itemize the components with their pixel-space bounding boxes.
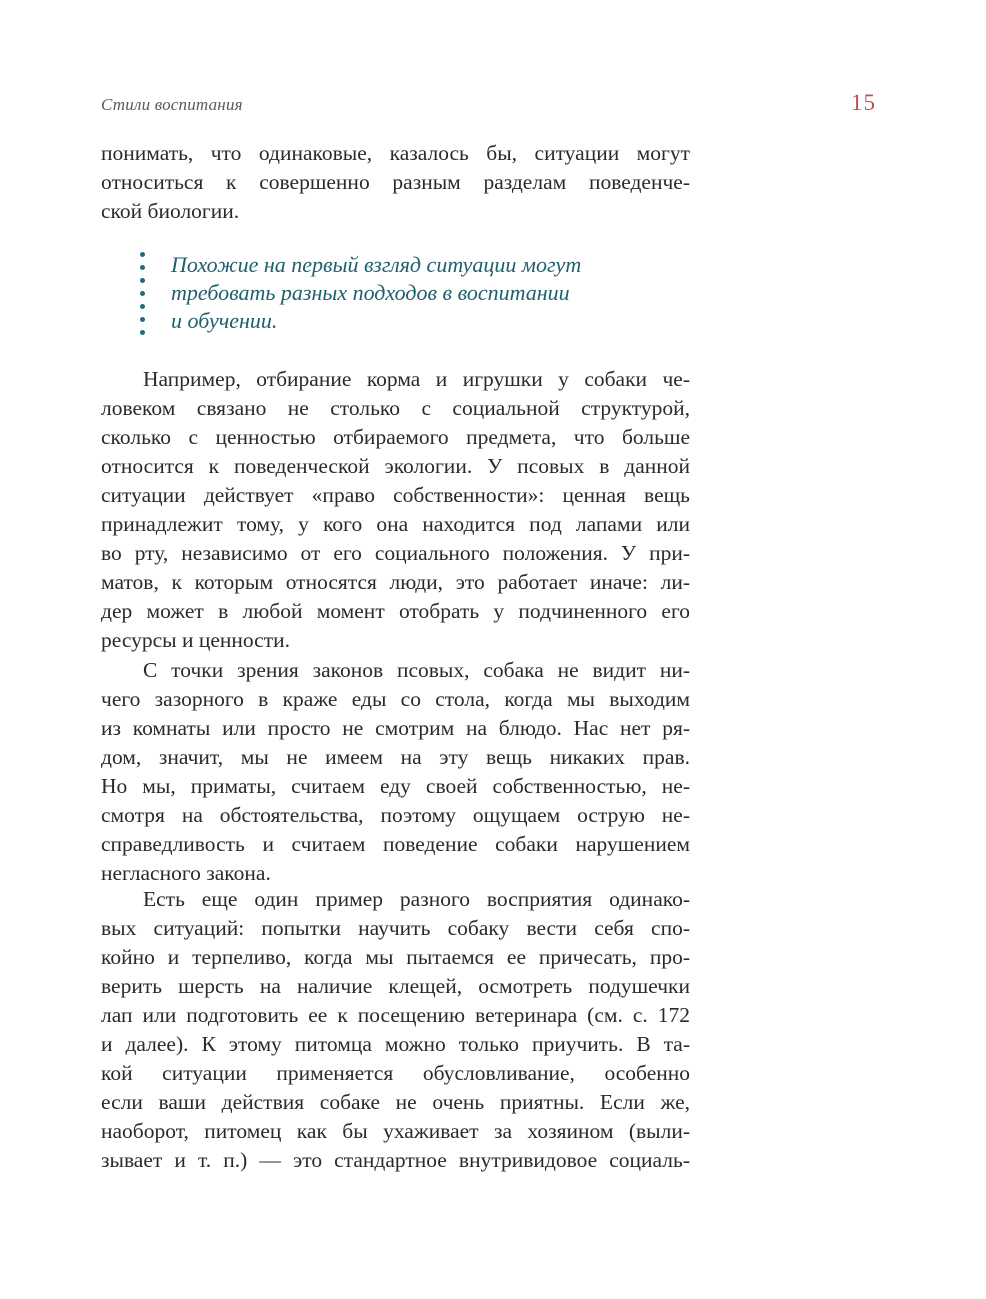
text-line: относиться к совершенно разным разделам поведенче-: [101, 170, 690, 194]
text-line: справедливость и считаем поведение собаки нарушением: [101, 832, 690, 856]
text-line: ресурсы и ценности.: [101, 628, 290, 652]
text-line: смотря на обстоятельства, поэтому ощущаем острую не-: [101, 803, 690, 827]
text-line: и далее). К этому питомца можно только приучить. В та-: [101, 1032, 690, 1056]
callout-line: требовать разных подходов в воспитании: [171, 280, 570, 305]
text-line: кой ситуации применяется обусловливание, особенно: [101, 1061, 690, 1085]
text-line: лап или подготовить ее к посещению ветеринара (см. с. 172: [101, 1003, 690, 1027]
callout-line: и обучении.: [171, 308, 278, 333]
text-line: относится к поведенческой экологии. У псовых в данной: [101, 454, 690, 478]
callout-dots-decoration: [140, 252, 148, 336]
text-line: негласного закона.: [101, 861, 271, 885]
text-line: зывает и т. п.) — это стандартное внутривидовое социаль-: [101, 1148, 690, 1172]
text-line: из комнаты или просто не смотрим на блюдо. Нас нет ря-: [101, 716, 690, 740]
text-line: Например, отбирание корма и игрушки у собаки че-: [143, 367, 690, 391]
text-line: матов, к которым относятся люди, это работает иначе: ли-: [101, 570, 690, 594]
text-line: койно и терпеливо, когда мы пытаемся ее причесать, про-: [101, 945, 690, 969]
callout-line: Похожие на первый взгляд ситуации могут: [171, 252, 582, 277]
text-line: во рту, независимо от его социального положения. У при-: [101, 541, 690, 565]
text-line: вых ситуаций: попытки научить собаку вести себя спо-: [101, 916, 690, 940]
text-line: понимать, что одинаковые, казалось бы, ситуации могут: [101, 141, 690, 165]
text-line: если ваши действия собаке не очень приятны. Если же,: [101, 1090, 690, 1114]
page-number: 15: [851, 90, 876, 115]
text-line: ской биологии.: [101, 199, 240, 223]
text-line: принадлежит тому, у кого она находится под лапами или: [101, 512, 690, 536]
text-line: С точки зрения законов псовых, собака не видит ни-: [143, 658, 690, 682]
text-line: верить шерсть на наличие клещей, осмотреть подушечки: [101, 974, 690, 998]
text-line: Но мы, приматы, считаем еду своей собственностью, не-: [101, 774, 690, 798]
text-line: дом, значит, мы не имеем на эту вещь никаких прав.: [101, 745, 690, 769]
text-line: ситуации действует «право собственности»: ценная вещь: [101, 483, 690, 507]
text-line: сколько с ценностью отбираемого предмета, что больше: [101, 425, 690, 449]
text-line: дер может в любой момент отобрать у подчиненного его: [101, 599, 690, 623]
text-line: наоборот, питомец как бы ухаживает за хозяином (выли-: [101, 1119, 690, 1143]
running-header-title: Стили воспитания: [101, 95, 243, 114]
text-line: Есть еще один пример разного восприятия одинако-: [143, 887, 690, 911]
text-line: ловеком связано не столько с социальной структурой,: [101, 396, 690, 420]
text-line: чего зазорного в краже еды со стола, когда мы выходим: [101, 687, 690, 711]
